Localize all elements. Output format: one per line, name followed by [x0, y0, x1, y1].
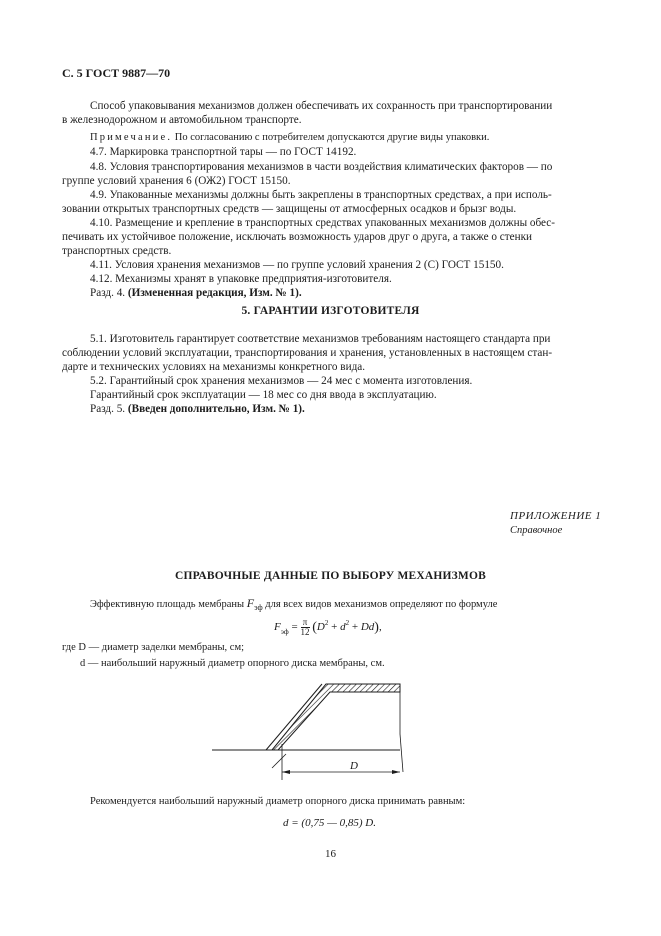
item-4-10-line-3: транспортных средств. — [62, 245, 172, 257]
note-label: Примечание. — [90, 132, 173, 143]
appendix-title: СПРАВОЧНЫЕ ДАННЫЕ ПО ВЫБОРУ МЕХАНИЗМОВ — [174, 570, 487, 582]
lead-symbol: F — [246, 596, 255, 610]
item-4-9-line-1: 4.9. Упакованные механизмы должны быть закреплены в транспортных средствах, а при исполь- — [90, 189, 552, 201]
item-4-12: 4.12. Механизмы хранят в упаковке предприятия-изготовителя. — [90, 273, 392, 285]
formula-area: Fэф = $\frac{\pi}{12}$ $(D^2 + d^2 + Dd)$, — [274, 616, 382, 637]
lead-text-a: Эффективную площадь мембраны — [90, 599, 245, 610]
page-number: 16 — [325, 848, 336, 860]
item-5-1-line-1: 5.1. Изготовитель гарантирует соответствие механизмов требованиям настоящего стандарта при — [90, 333, 551, 345]
item-4-10-line-1: 4.10. Размещение и крепление в транспортных средствах упакованных механизмов должны обес- — [90, 217, 555, 229]
where-d-small: d — наибольший наружный диаметр опорного диска мембраны, см. — [80, 658, 385, 669]
dimension-label: D — [350, 760, 358, 772]
section-4-revision — [90, 286, 302, 301]
section-5-title: 5. ГАРАНТИИ ИЗГОТОВИТЕЛЯ — [241, 305, 420, 317]
item-4-9-line-2: зовании открытых транспортных средств — защищены от атмосферных осадков и брызг воды. — [62, 203, 517, 215]
revision-prefix: Разд. 4. — [90, 287, 126, 299]
appendix-label: ПРИЛОЖЕНИЕ 1 — [510, 510, 602, 522]
revision-note: (Введен дополнительно, Изм. № 1). — [127, 403, 305, 415]
item-4-7: 4.7. Маркировка транспортной тары — по ГОСТ 14192. — [90, 146, 357, 158]
page-header: С. 5 ГОСТ 9887—70 — [62, 66, 171, 80]
section-5-revision — [90, 402, 305, 417]
item-4-11: 4.11. Условия хранения механизмов — по группе условий хранения 2 (С) ГОСТ 15150. — [90, 259, 504, 271]
formula-2: d = (0,75 — 0,85) D. — [283, 817, 376, 829]
appendix-type: Справочное — [510, 525, 563, 536]
item-5-2: 5.2. Гарантийный срок хранения механизмов — 24 мес с момента изготовления. — [90, 375, 473, 387]
membrane-profile — [272, 684, 400, 750]
intro-line-1: Способ упаковывания механизмов должен обеспечивать их сохранность при транспортировании — [90, 100, 553, 112]
lead-subscript: эф — [254, 603, 263, 613]
intro-line-2: в железнодорожном и автомобильном транспорте. — [62, 114, 302, 126]
item-4-8-line-1: 4.8. Условия транспортирования механизмов в части воздействия климатических факторов — по — [90, 161, 553, 173]
lead-text-b: для всех видов механизмов определяют по формуле — [265, 599, 498, 610]
note — [90, 130, 489, 145]
item-4-10-line-2: печивать их устойчивое положение, исключать возможность ударов друг о друга, а также о стенки — [62, 231, 533, 243]
note-text: По согласованию с потребителем допускаются другие виды упаковки. — [174, 132, 490, 143]
item-5-1-line-3: дарте и технических условиях на механизмы конкретного вида. — [62, 361, 366, 373]
item-5-1-line-2: соблюдении условий эксплуатации, транспортирования и хранения, установленных в настоящем стан- — [62, 347, 553, 359]
where-d-big: где D — диаметр заделки мембраны, см; — [62, 642, 245, 653]
item-5-2-warranty: Гарантийный срок эксплуатации — 18 мес со дня ввода в эксплуатацию. — [90, 389, 437, 401]
item-4-8-line-2: группе условий хранения 6 (ОЖ2) ГОСТ 15150. — [62, 175, 291, 187]
appendix-lead — [90, 596, 497, 615]
revision-note: (Измененная редакция, Изм. № 1). — [127, 287, 302, 299]
membrane-diagram — [200, 676, 420, 784]
revision-prefix: Разд. 5. — [90, 403, 126, 415]
recommendation: Рекомендуется наибольший наружный диаметр опорного диска принимать равным: — [90, 796, 466, 807]
